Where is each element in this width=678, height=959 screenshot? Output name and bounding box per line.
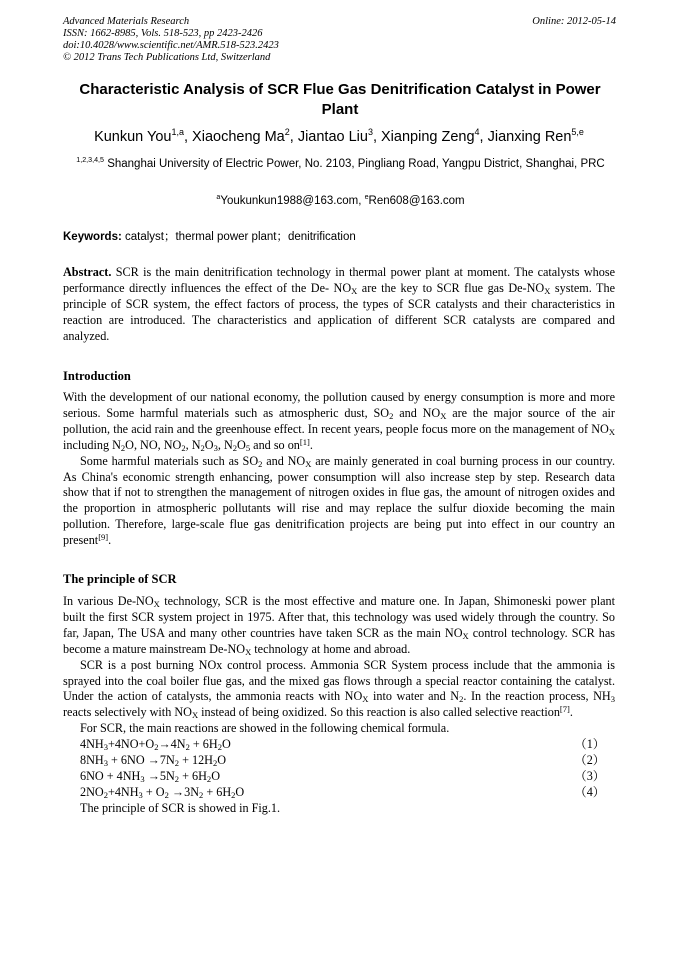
paragraph: The principle of SCR is showed in Fig.1. <box>80 800 281 815</box>
author-name: Jianxing Ren <box>487 129 572 145</box>
author-name: Jiantao Liu <box>297 129 368 145</box>
email-line: $^a$Youkunkun1988@163.com, $^e$Ren608@163.com <box>216 193 465 207</box>
paper-title: Characteristic Analysis of SCR Flue Gas Denitrification Catalyst in Power Plant <box>79 81 601 118</box>
journal-header <box>63 16 279 64</box>
doi-line: doi:10.4028/www.scientific.net/AMR.518-523.2423 <box>63 40 279 51</box>
keywords-label: Keywords: <box>63 231 122 243</box>
email-link[interactable]: Ren608@163.com <box>368 195 465 207</box>
author-sup: 5,e <box>571 127 584 138</box>
author-sup: 4 <box>474 127 480 138</box>
author-list: Kunkun You$^{1,a}$, Xiaocheng Ma$^2$, Jiantao Liu$^3$, Xianping Zeng$^4$, Jianxing Ren$^{5,e}$ <box>94 127 584 145</box>
affiliation-text: Shanghai University of Electric Power, No. 2103, Pingliang Road, Yangpu District, Shanghai, PRC <box>107 158 605 170</box>
section-heading-introduction: Introduction <box>63 369 131 383</box>
author-sup: 2 <box>284 127 290 138</box>
chemical-formula <box>63 737 615 753</box>
keywords-text: catalyst；thermal power plant；denitrification <box>125 231 356 243</box>
formula-text: $8NH_3 + 6NO \to 7N_2 + 12H_2O$ <box>80 753 227 769</box>
equation-number: （4） <box>574 784 605 799</box>
paragraph: In various $De-NO_X$ technology, SCR is the most effective and mature one. In Japan, Shimoneski power plant built the first SCR system project in 1975. After that, this technology was used widely through the country. So far, Japan, The USA and many other countries have taken SCR as the main $NO_X$ control technology. SCR has become a mature mainstream $De-NO_X$ technology at home and abroad. <box>63 594 615 657</box>
chemical-formula <box>63 785 615 801</box>
equation-number: （2） <box>574 753 605 768</box>
abstract <box>63 265 615 345</box>
section-heading-principle: The principle of SCR <box>63 572 177 586</box>
abstract-text: SCR is the main denitrification technology in thermal power plant at moment. The catalysts whose performance directly influences the effect of the De- NO <box>63 265 616 295</box>
chemical-formula <box>63 753 615 769</box>
online-date: Online: 2012-05-14 <box>532 16 616 27</box>
formula-text: $2NO_2+4NH_3 + O_2 \to 3N_2 + 6H_2O$ <box>80 784 245 800</box>
citation-ref[interactable]: [1] <box>299 436 310 447</box>
principle-body <box>63 594 615 817</box>
formula-list <box>63 737 615 801</box>
affiliation-sup: 1,2,3,4,5 <box>76 156 104 165</box>
author-sup: 1,a <box>171 127 184 138</box>
citation-ref[interactable]: [9] <box>98 532 109 543</box>
author-name: Xiaocheng Ma <box>192 129 285 145</box>
equation-number: （3） <box>574 768 605 783</box>
introduction-body <box>63 390 615 549</box>
author-sup: 3 <box>367 127 373 138</box>
chemical-formula <box>63 769 615 785</box>
subscript: X <box>544 286 551 297</box>
email-link[interactable]: Youkunkun1988@163.com <box>220 195 359 207</box>
paragraph: Some harmful materials such as $SO_2$ and $NO_X$ are mainly generated in coal burning process in our country. As China's economic strength enhancing, power consumption will also increase step by step. Research data show that if not to strengthen the management of nitrogen oxides in flue gas, the amount of nitrogen oxides and the proportion in atmospheric pollutants will rise and may replace the sulfur dioxide becoming the main pollution. Therefore, large-scale flue gas denitrification projects are being put into effect in our country an present[9]. <box>63 453 616 548</box>
keywords <box>63 229 623 245</box>
issn-line: ISSN: 1662-8985, Vols. 518-523, pp 2423-2426 <box>63 28 263 39</box>
journal-name: Advanced Materials Research <box>63 16 190 27</box>
author-name: Kunkun You <box>94 129 172 145</box>
paragraph: SCR is a post burning NOx control process. Ammonia SCR System process include that the ammonia is sprayed into the coal boiler flue gas, and the mixed gas flows through a special reactor containing the catalyst. Under the action of catalysts, the ammonia reacts with $NO_X$ into water and $N_2$. In the reaction process, $NH_3$ reacts selectively with $NO_X$ instead of being oxidized. So this reaction is also called selective reaction[7]. <box>63 657 615 721</box>
paragraph: With the development of our national economy, the pollution caused by energy consumption is more and more serious. Some harmful materials such as atmospheric dust, $SO_2$ and $NO_X$ are the major source of the air pollution, the acid rain and the greenhouse effect. In recent years, people focus more on the management of $NO_X$ including $N_2O$, NO, $NO_2$, $N_2O_3$, $N_2O_5$ and so on[1]. <box>63 390 615 453</box>
email-sup: e <box>364 193 369 202</box>
affiliation <box>63 156 618 172</box>
abstract-label: Abstract. <box>63 265 112 279</box>
paragraph: For SCR, the main reactions are showed in the following chemical formula. <box>80 721 450 736</box>
author-name: Xianping Zeng <box>381 129 475 145</box>
formula-text: $6NO + 4NH_3 \to 5N_2 + 6H_2O$ <box>80 768 220 785</box>
abstract-text: are the key to SCR flue gas De-NO <box>357 280 545 295</box>
abstract-text: system. The principle of SCR system, the effect factors of process, the types of SCR catalysts and their characteristics in reaction are introduced. The characteristics and application of different SCR catalysts are compared and analyzed. <box>63 280 615 343</box>
email-sup: a <box>216 193 221 202</box>
equation-number: （1） <box>574 737 605 752</box>
citation-ref[interactable]: [7] <box>559 704 570 715</box>
subscript: X <box>351 286 358 297</box>
formula-text: $4NH_3+4NO+O_2\to 4N_2 + 6H_2O$ <box>80 737 231 753</box>
copyright-line: © 2012 Trans Tech Publications Ltd, Switzerland <box>63 52 271 63</box>
